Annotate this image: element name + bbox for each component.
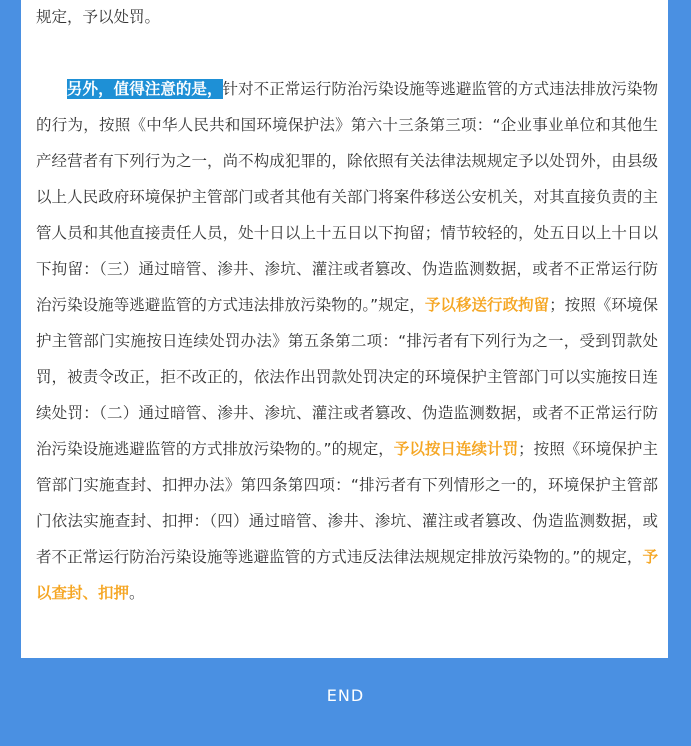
end-label: END — [326, 686, 365, 705]
body-text-2: ；按照《环境保护主管部门实施按日连续处罚办法》第五条第二项：“排污者有下列行为之一，受到罚款处罚，被责令改正，拒不改正的，依法作出罚款处罚决定的环境保护主管部门可以实施按日连续处罚：（二）通过暗管、渗井、渗坑、灌注或者篡改、伪造监测数据，或者不正常运行防治污染设施逃避监管的方式排放污染物的。”的规定， — [36, 296, 658, 458]
highlight-lead: 另外，值得注意的是， — [67, 80, 223, 98]
body-text-3: ；按照《环境保护主管部门实施查封、扣押办法》第四条第四项：“排污者有下列情形之一的，环境保护主管部门依法实施查封、扣押：（四）通过暗管、渗井、渗坑、灌注或者篡改、伪造监测数据，或者不正常运行防治污染设施等逃避监管的方式违反法律法规规定排放污染物的。”的规定， — [36, 440, 658, 566]
emphasis-seizure: 予以查封、扣押 — [36, 548, 658, 602]
paragraph-tail-text: 规定，予以处罚。 — [36, 8, 161, 26]
end-punctuation: 。 — [129, 584, 145, 602]
emphasis-daily-penalty: 予以按日连续计罚 — [393, 440, 519, 458]
paragraph-tail — [36, 0, 658, 35]
article-card — [21, 0, 668, 658]
emphasis-detention: 予以移送行政拘留 — [424, 296, 550, 314]
paragraph-main — [36, 71, 658, 611]
body-text-1: 针对不正常运行防治污染设施等逃避监管的方式违法排放污染物的行为，按照《中华人民共和国环境保护法》第六十三条第三项：“企业事业单位和其他生产经营者有下列行为之一，尚不构成犯罪的，除依照有关法律法规规定予以处罚外，由县级以上人民政府环境保护主管部门或者其他有关部门将案件移送公安机关，对其直接负责的主管人员和其他直接责任人员，处十日以上十五日以下拘留；情节较轻的，处五日以上十日以下拘留：（三）通过暗管、渗井、渗坑、灌注或者篡改、伪造监测数据，或者不正常运行防治污染设施等逃避监管的方式违法排放污染物的。”规定， — [36, 80, 658, 314]
